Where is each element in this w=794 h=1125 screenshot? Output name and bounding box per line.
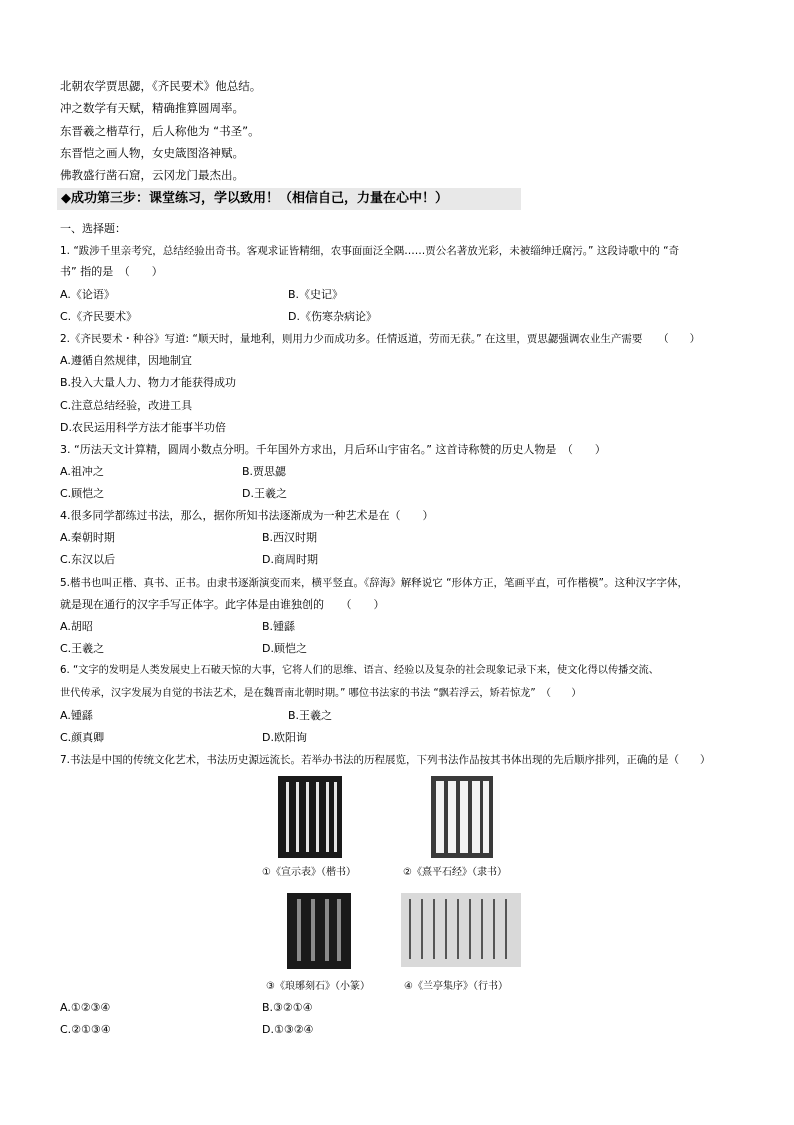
q3-option-c[interactable]: C.顾恺之: [60, 487, 105, 500]
q4-option-a[interactable]: A.秦朝时期: [60, 531, 115, 544]
q6-option-a[interactable]: A.锺繇: [60, 709, 93, 722]
q2-option-d[interactable]: D.农民运用科学方法才能事半功倍: [60, 421, 226, 434]
q5-stem-line2: 就是现在通行的汉字手写正体字。此字体是由谁独创的 （ ）: [60, 598, 385, 611]
q3-option-b[interactable]: B.贾思勰: [242, 465, 287, 478]
q5-option-c[interactable]: C.王羲之: [60, 642, 105, 655]
q5-stem-line1: 5.楷书也叫正楷、真书、正书。由隶书逐渐演变而来，横平竖直。《辞海》解释说它 “形体方正，笔画平直，可作楷模”。这种汉字字体，: [60, 577, 688, 589]
q6-option-b[interactable]: B.王羲之: [288, 709, 333, 722]
calligraphy-image-1: [278, 776, 342, 858]
intro-line-3: 东晋羲之楷草行，后人称他为 “书圣”。: [60, 124, 260, 138]
q3-stem: 3. “历法天文计算精，圆周小数点分明。千年国外方求出，月后环山宇宙名。” 这首诗称赞的历史人物是 （ ）: [60, 443, 606, 456]
q5-option-b[interactable]: B.锺繇: [262, 620, 296, 633]
q3-option-a[interactable]: A.祖冲之: [60, 465, 104, 478]
section-title: 一、选择题：: [60, 222, 126, 235]
intro-line-2: 冲之数学有天赋，精确推算圆周率。: [60, 101, 244, 115]
q7-option-d[interactable]: D.①③②④: [262, 1023, 314, 1036]
q6-option-c[interactable]: C.颜真卿: [60, 731, 105, 744]
q4-option-d[interactable]: D.商周时期: [262, 553, 318, 566]
q1-stem-line2: 书” 指的是 （ ）: [60, 265, 163, 278]
q2-option-a[interactable]: A.遵循自然规律，因地制宜: [60, 354, 192, 367]
q7-stem: 7.书法是中国的传统文化艺术，书法历史源远流长。若举办书法的历程展览，下列书法作品按其书体出现的先后顺序排列，正确的是（ ）: [60, 754, 711, 766]
calligraphy-image-2: [431, 776, 493, 858]
q6-option-d[interactable]: D.欧阳询: [262, 731, 307, 744]
caption-1: ①《宣示表》（楷书）: [262, 867, 356, 878]
q2-option-c[interactable]: C.注意总结经验，改进工具: [60, 399, 193, 412]
q1-option-b[interactable]: B.《史记》: [288, 288, 344, 301]
intro-line-1: 北朝农学贾思勰，《齐民要术》他总结。: [60, 79, 262, 93]
q5-option-d[interactable]: D.顾恺之: [262, 642, 307, 655]
q4-option-c[interactable]: C.东汉以后: [60, 553, 116, 566]
q4-option-b[interactable]: B.西汉时期: [262, 531, 318, 544]
caption-3: ③《琅琊刻石》（小篆）: [266, 981, 370, 992]
q2-stem: 2.《齐民要术・种谷》写道: “顺天时，量地利，则用力少而成功多。任情返道，劳而无获。” 在这里，贾思勰强调农业生产需要 （ ）: [60, 333, 701, 345]
q2-option-b[interactable]: B.投入大量人力、物力才能获得成功: [60, 376, 237, 389]
q6-stem-line2: 世代传承，汉字发展为自觉的书法艺术，是在魏晋南北朝时期。” 哪位书法家的书法 “飘若浮云，矫若惊龙” （ ）: [60, 688, 582, 699]
intro-line-5: 佛教盛行凿石窟，云冈龙门最杰出。: [60, 168, 244, 182]
q3-option-d[interactable]: D.王羲之: [242, 487, 287, 500]
caption-2: ②《熹平石经》（隶书）: [403, 867, 507, 878]
q1-option-a[interactable]: A.《论语》: [60, 288, 115, 301]
q1-option-d[interactable]: D.《伤寒杂病论》: [288, 310, 377, 323]
q1-stem-line1: 1. “跋涉千里亲考究，总结经验出奇书。客观求证皆精细，农事面面泛全隅……贾公名著放光彩，未被缁绅迁腐污。” 这段诗歌中的 “奇: [60, 245, 680, 257]
calligraphy-image-3: [287, 893, 351, 969]
q7-option-b[interactable]: B.③②①④: [262, 1001, 313, 1014]
q4-stem: 4.很多同学都练过书法，那么，据你所知书法逐渐成为一种艺术是在（ ）: [60, 509, 434, 522]
q1-option-c[interactable]: C.《齐民要术》: [60, 310, 138, 323]
q6-stem-line1: 6. “文字的发明是人类发展史上石破天惊的大事，它将人们的思维、语言、经验以及复杂的社会现象记录下来，使文化得以传播交流、: [60, 665, 659, 676]
step-banner: ◆成功第三步：课堂练习，学以致用！（相信自己，力量在心中！）: [57, 188, 521, 210]
calligraphy-image-4: [401, 893, 521, 967]
q7-option-a[interactable]: A.①②③④: [60, 1001, 111, 1014]
intro-line-4: 东晋恺之画人物，女史箴图洛神赋。: [60, 146, 244, 160]
caption-4: ④《兰亭集序》（行书）: [404, 981, 508, 992]
q5-option-a[interactable]: A.胡昭: [60, 620, 93, 633]
q7-option-c[interactable]: C.②①③④: [60, 1023, 111, 1036]
